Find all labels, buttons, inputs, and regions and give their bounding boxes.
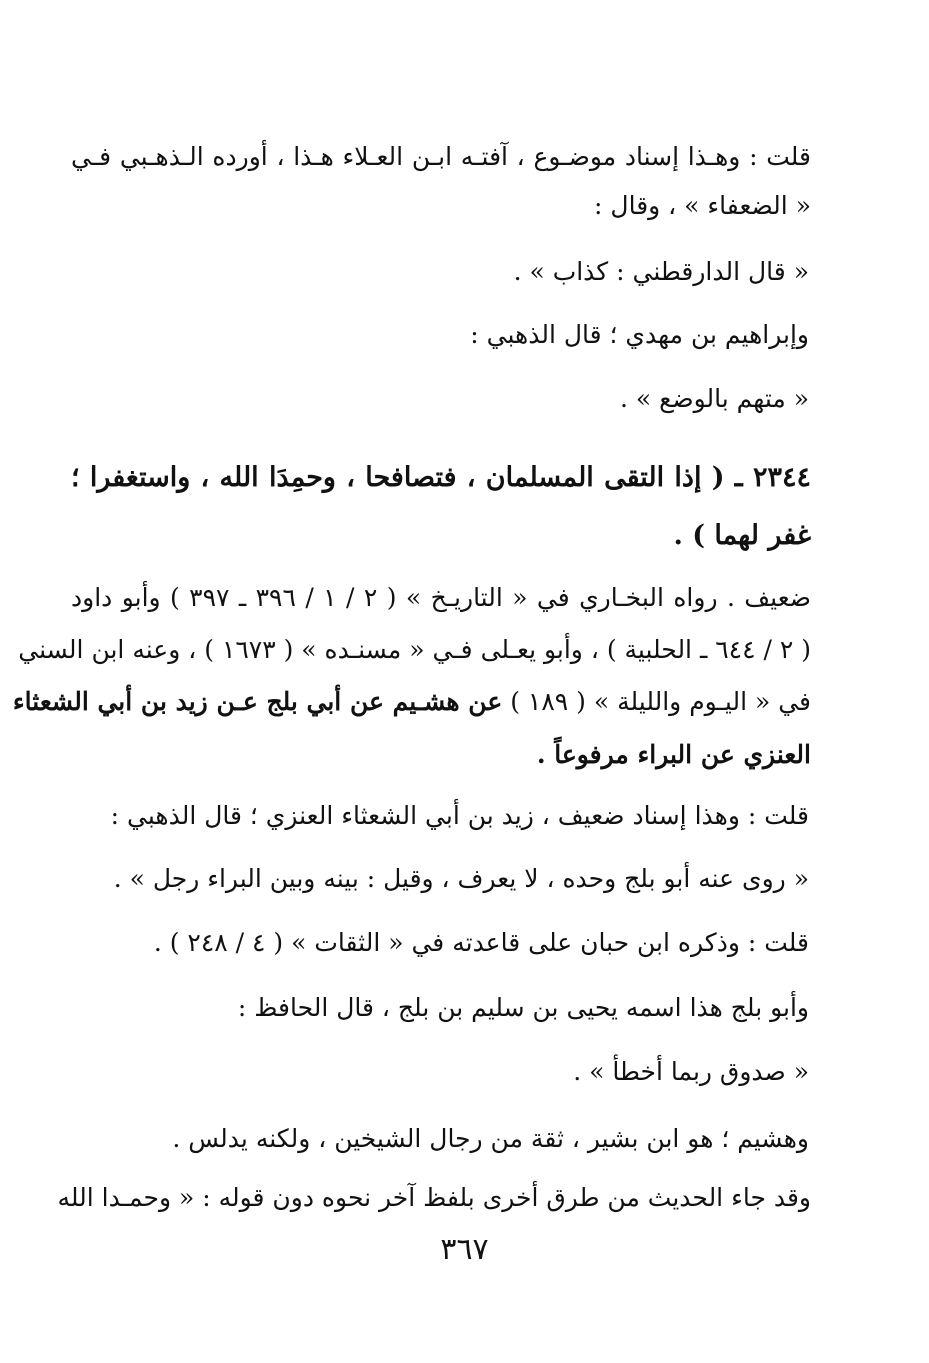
quote-line-5b: « صدوق ربما أخطأ » . <box>573 1057 809 1086</box>
takhrij-line-3 <box>12 684 811 720</box>
page-number: ٣٦٧ <box>440 1232 489 1267</box>
isnad-bold: عن هشـيم عن أبي بلج عـن زيد بن أبي الشعثاء <box>12 687 503 716</box>
comment-line-7: وقد جاء الحديث من طرق أخرى بلفظ آخر نحوه دون قوله : « وحمـدا الله <box>57 1183 811 1212</box>
quote-line-5: « متهم بالوضع » . <box>619 384 809 413</box>
text-line-1: قلت : وهـذا إسناد موضـوع ، آفتـه ابـن العـلاء هـذا ، أورده الـذهـبي فـي <box>71 142 811 171</box>
hadith-heading-line-2: غفر لهما ) . <box>673 520 811 551</box>
takhrij-line-4: العنزي عن البراء مرفوعاً . <box>536 740 811 769</box>
comment-line-3: قلت : وذكره ابن حبان على قاعدته في « الثقات » ( ٤ / ٢٤٨ ) . <box>153 928 809 957</box>
text-line-4: وإبراهيم بن مهدي ؛ قال الذهبي : <box>470 320 809 349</box>
comment-line-4: وأبو بلج هذا اسمه يحيى بن سليم بن بلج ، قال الحافظ : <box>237 993 809 1022</box>
comment-line-1: قلت : وهذا إسناد ضعيف ، زيد بن أبي الشعثاء العنزي ؛ قال الذهبي : <box>110 801 809 830</box>
quote-line-2: « روى عنه أبو بلج وحده ، لا يعرف ، وقيل : بينه وبين البراء رجل » . <box>113 864 809 893</box>
takhrij-line-1: ضعيف . رواه البخـاري في « التاريـخ » ( ٢ / ١ / ٣٩٦ ـ ٣٩٧ ) وأبو داود <box>71 583 812 612</box>
takhrij-line-3-start: في « اليـوم والليلة » ( ١٨٩ ) <box>502 687 811 716</box>
text-line-2: « الضعفاء » ، وقال : <box>594 191 811 220</box>
hadith-heading-line-1: ٢٣٤٤ ـ ( إذا التقى المسلمان ، فتصافحا ، وحمِدَا الله ، واستغفرا ؛ <box>71 462 811 493</box>
quote-line-3: « قال الدارقطني : كذاب » . <box>513 257 809 286</box>
takhrij-line-2: ( ٢ / ٦٤٤ ـ الحلبية ) ، وأبو يعـلى فـي « مسنـده » ( ١٦٧٣ ) ، وعنه ابن السني <box>18 635 811 664</box>
comment-line-6: وهشيم ؛ هو ابن بشير ، ثقة من رجال الشيخين ، ولكنه يدلس . <box>172 1124 809 1153</box>
